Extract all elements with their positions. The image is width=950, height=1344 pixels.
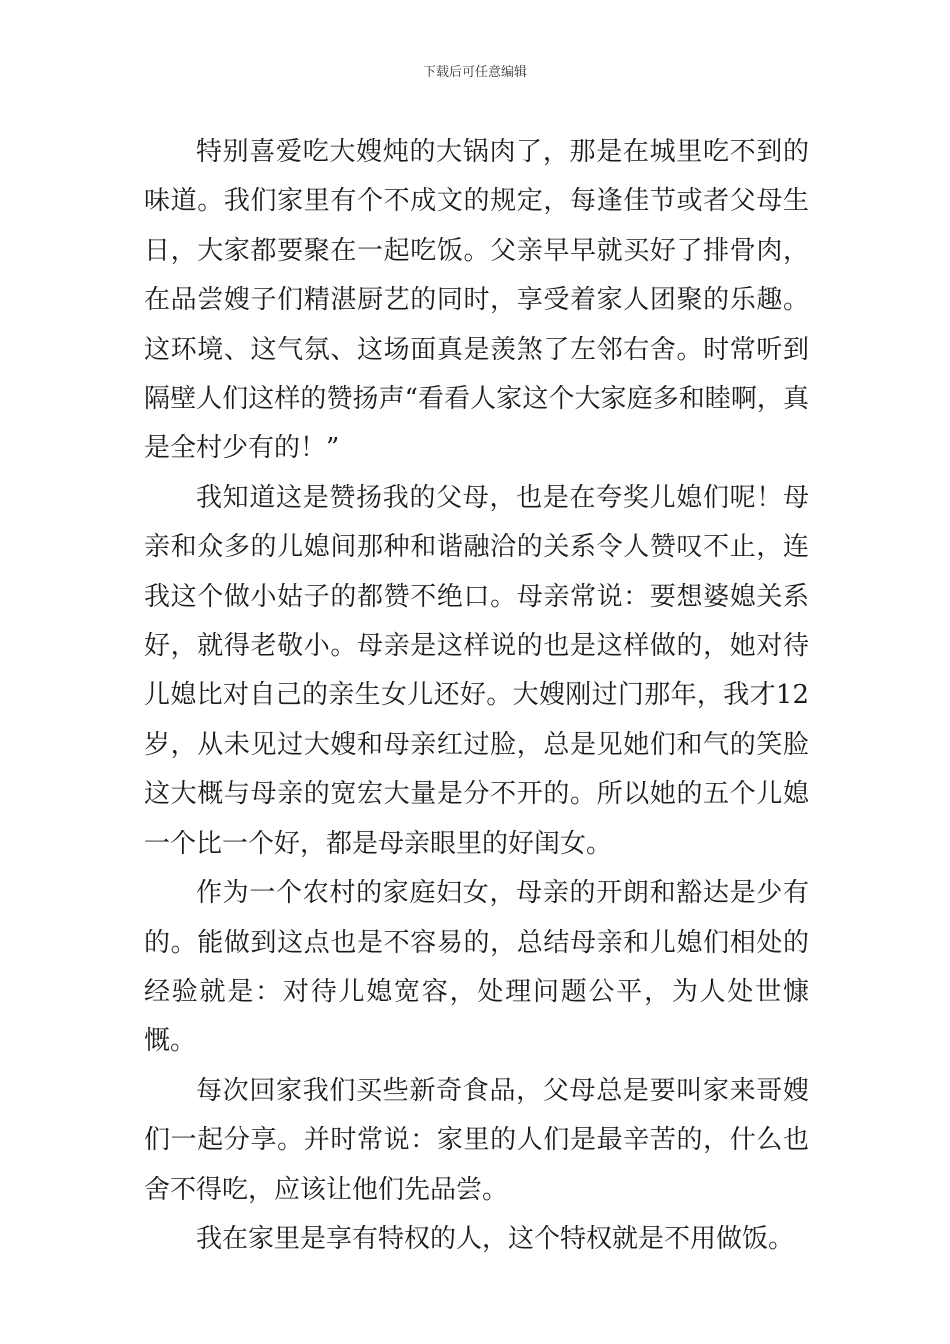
document-body: [144, 128, 809, 1264]
paragraph-4: 每次回家我们买些新奇食品，父母总是要叫家来哥嫂们一起分享。并时常说：家里的人们是最辛苦的，什么也舍不得吃，应该让他们先品尝。: [144, 1075, 809, 1205]
paragraph-2: 我知道这是赞扬我的父母，也是在夸奖儿媳们呢！母亲和众多的儿媳间那种和谐融洽的关系令人赞叹不止，连我这个做小姑子的都赞不绝口。母亲常说：要想婆媳关系好，就得老敬小。母亲是这样说的也是这样做的，她对待儿媳比对自己的亲生女儿还好。大嫂刚过门那年，我才12岁，从未见过大嫂和母亲红过脸，总是见她们和气的笑脸这大概与母亲的宽宏大量是分不开的。所以她的五个儿媳一个比一个好，都是母亲眼里的好闺女。: [144, 482, 809, 859]
paragraph-3: 作为一个农村的家庭妇女，母亲的开朗和豁达是少有的。能做到这点也是不容易的，总结母亲和儿媳们相处的经验就是：对待儿媳宽容，处理问题公平，为人处世慷慨。: [144, 878, 809, 1057]
paragraph-5: 我在家里是享有特权的人，这个特权就是不用做饭。: [196, 1223, 795, 1254]
page-header: 下载后可任意编辑: [422, 65, 527, 80]
paragraph-1: 特别喜爱吃大嫂炖的大锅肉了，那是在城里吃不到的味道。我们家里有个不成文的规定，每逢佳节或者父母生日，大家都要聚在一起吃饭。父亲早早就买好了排骨肉，在品尝嫂子们精湛厨艺的同时，享受着家人团聚的乐趣。这环境、这气氛、这场面真是羡煞了左邻右舍。时常听到隔壁人们这样的赞扬声“看看人家这个大家庭多和睦啊，真是全村少有的！”: [144, 137, 809, 464]
